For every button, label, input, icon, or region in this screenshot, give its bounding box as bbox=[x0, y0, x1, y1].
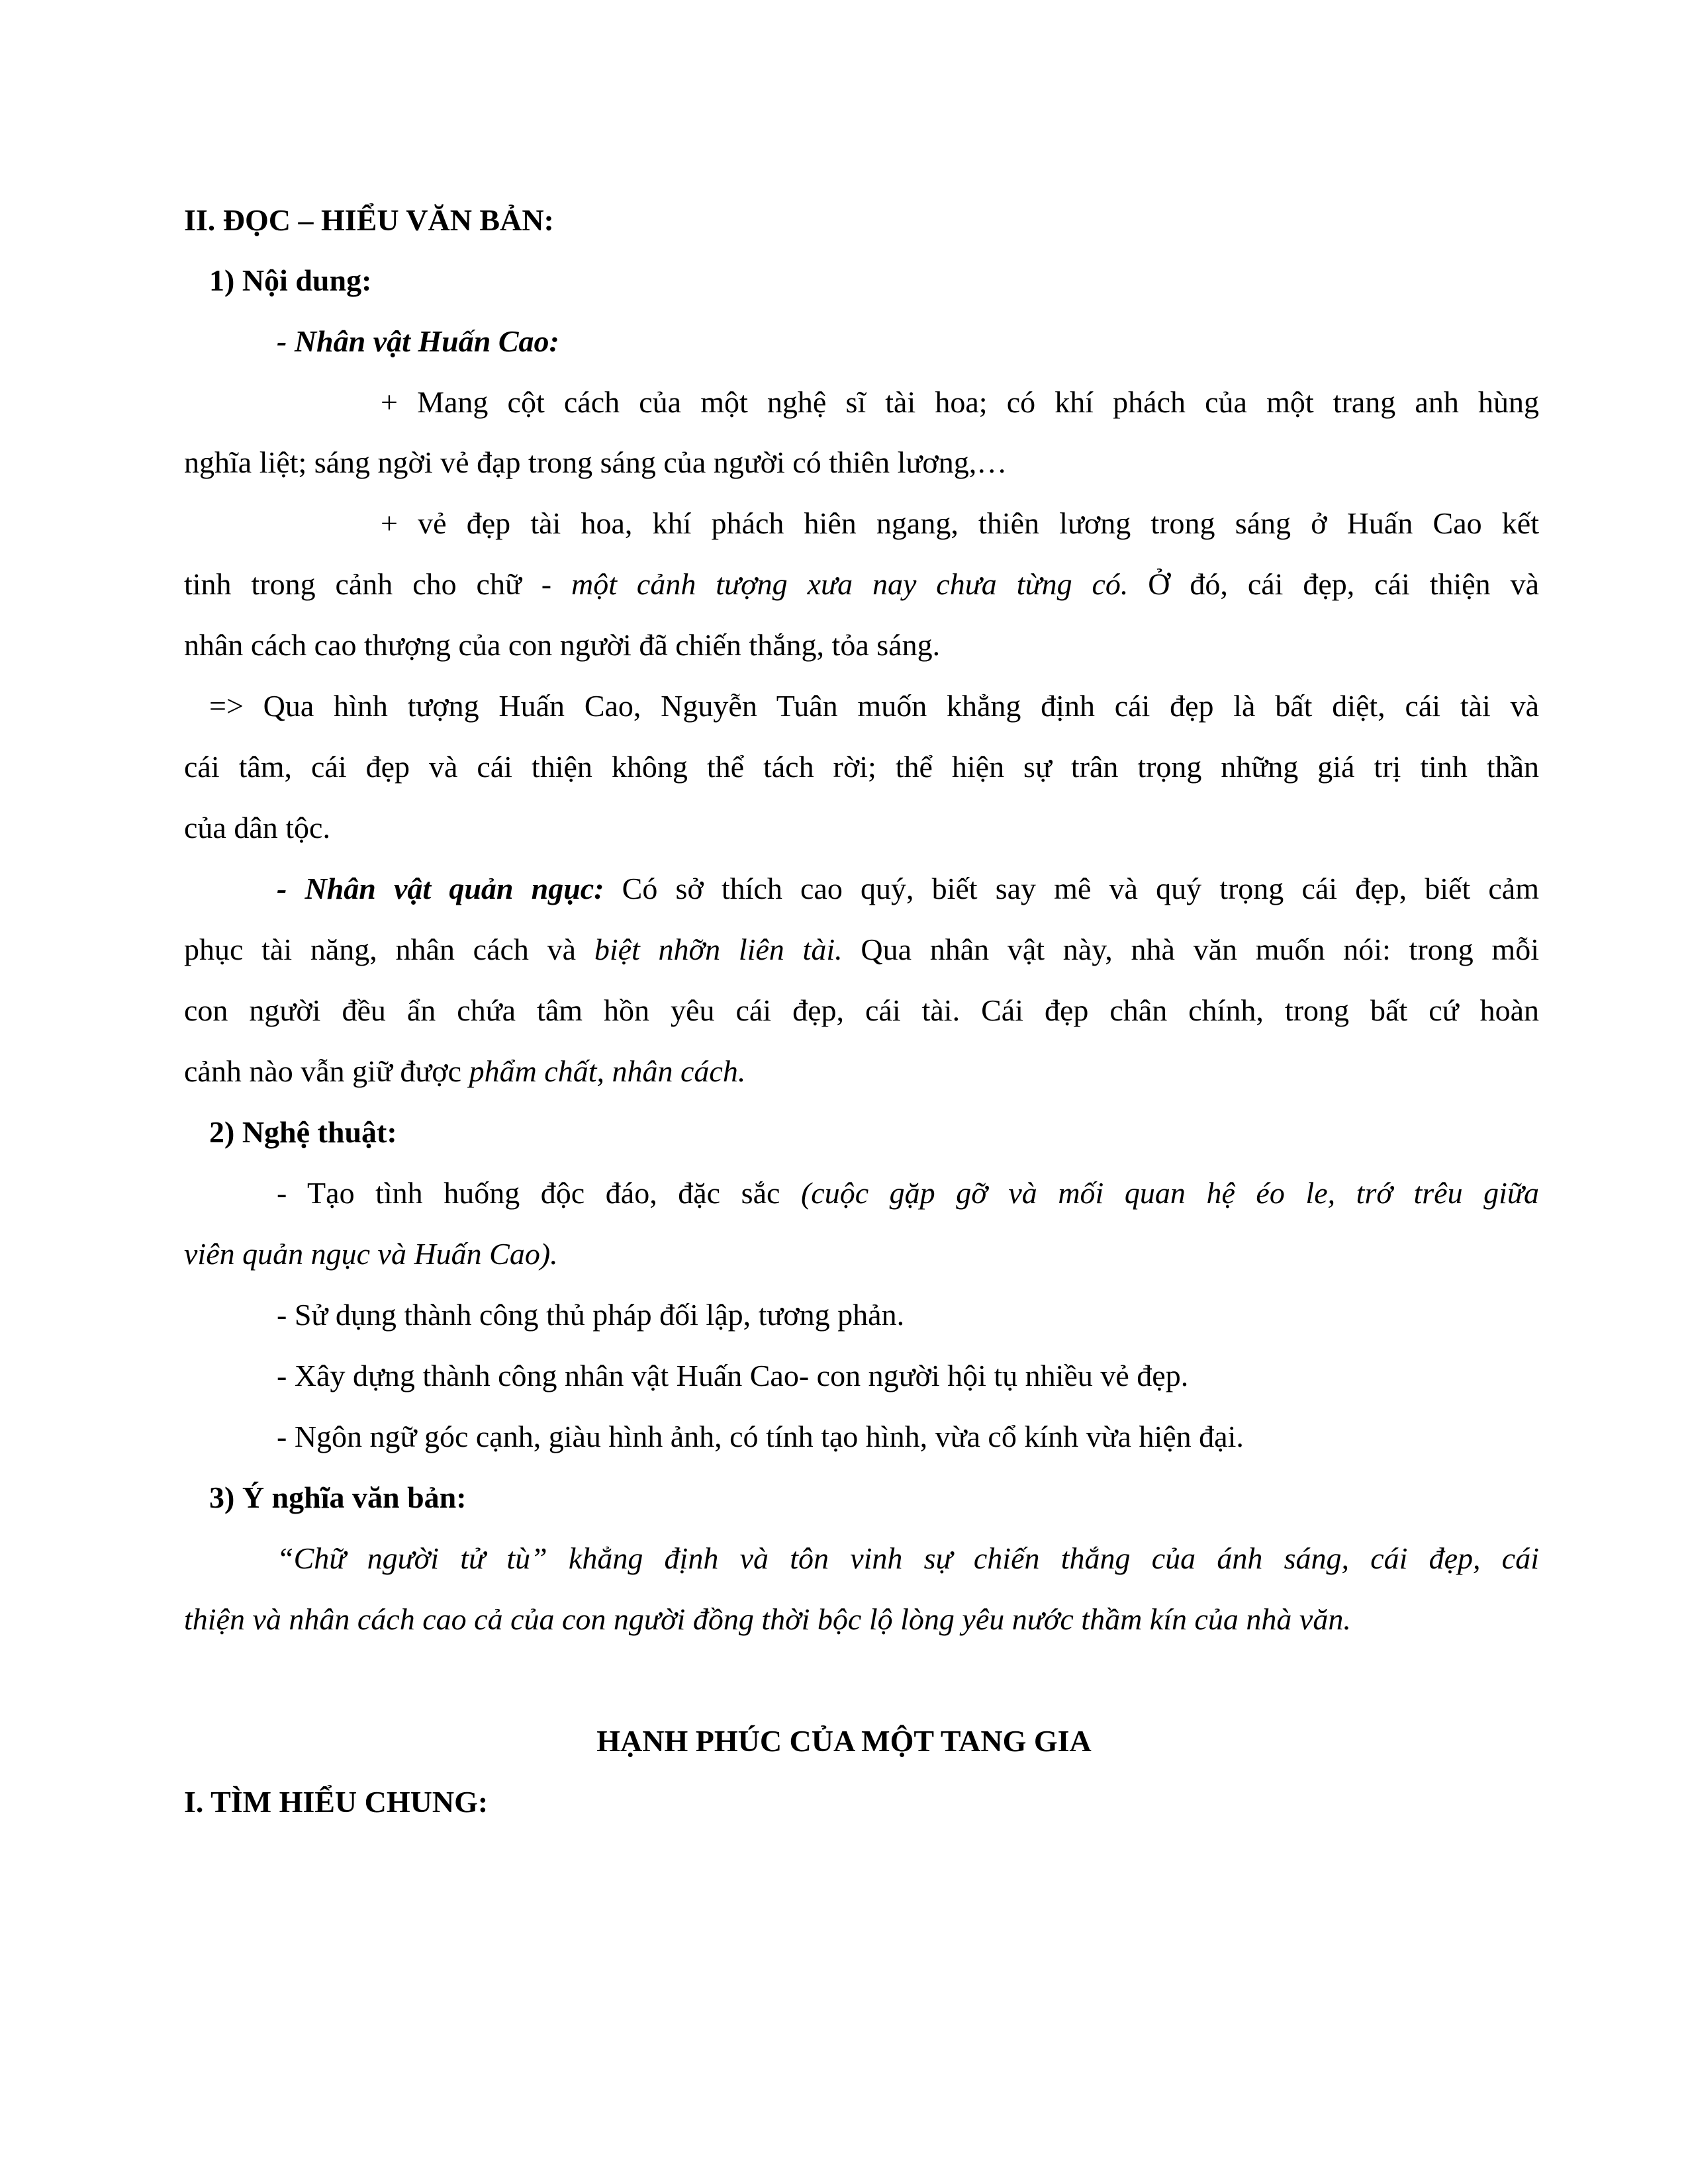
paragraph-line: + vẻ đẹp tài hoa, khí phách hiên ngang, thiên lương trong sáng ở Huấn Cao kết bbox=[381, 506, 1539, 540]
subheading-art: 2) Nghệ thuật: bbox=[209, 1115, 397, 1149]
list-item: - Xây dựng thành công nhân vật Huấn Cao- con người hội tụ nhiều vẻ đẹp. bbox=[277, 1359, 1189, 1392]
character-heading-warden: - Nhân vật quản ngục: bbox=[277, 872, 604, 905]
paragraph-line: => Qua hình tượng Huấn Cao, Nguyễn Tuân muốn khẳng định cái đẹp là bất diệt, cái tài và bbox=[209, 689, 1539, 723]
character-heading-huan-cao: - Nhân vật Huấn Cao: bbox=[277, 324, 559, 358]
list-item: - Ngôn ngữ góc cạnh, giàu hình ảnh, có tính tạo hình, vừa cổ kính vừa hiện đại. bbox=[277, 1420, 1244, 1453]
text-run: Có sở thích cao quý, biết say mê và quý trọng cái đẹp, biết cảm bbox=[604, 872, 1539, 905]
paragraph-line: nhân cách cao thượng của con người đã chiến thắng, tỏa sáng. bbox=[184, 628, 941, 662]
paragraph-line: “Chữ người tử tù” khẳng định và tôn vinh sự chiến thắng của ánh sáng, cái đẹp, cái bbox=[277, 1541, 1539, 1575]
subheading-content: 1) Nội dung: bbox=[209, 263, 372, 297]
italic-phrase: phẩm chất, nhân cách. bbox=[469, 1054, 746, 1088]
paragraph-line bbox=[277, 874, 1539, 904]
italic-phrase: (cuộc gặp gỡ và mối quan hệ éo le, trớ trêu giữa bbox=[800, 1176, 1539, 1210]
text-run: Ở đó, cái đẹp, cái thiện và bbox=[1128, 567, 1539, 601]
section-heading-reading: II. ĐỌC – HIỂU VĂN BẢN: bbox=[184, 203, 554, 237]
paragraph-line bbox=[184, 569, 1539, 600]
paragraph-line: thiện và nhân cách cao cả của con người đồng thời bộc lộ lòng yêu nước thầm kín của nhà văn. bbox=[184, 1602, 1351, 1636]
paragraph-line: con người đều ẩn chứa tâm hồn yêu cái đẹp, cái tài. Cái đẹp chân chính, trong bất cứ hoàn bbox=[184, 993, 1539, 1027]
text-run: Qua nhân vật này, nhà văn muốn nói: trong mỗi bbox=[842, 933, 1539, 966]
italic-phrase: biệt nhỡn liên tài. bbox=[594, 933, 843, 966]
paragraph-line: của dân tộc. bbox=[184, 811, 330, 844]
text-run: tinh trong cảnh cho chữ - bbox=[184, 567, 572, 601]
paragraph-line: cái tâm, cái đẹp và cái thiện không thể tách rời; thể hiện sự trân trọng những giá trị tinh thần bbox=[184, 750, 1539, 784]
text-run: cảnh nào vẫn giữ được bbox=[184, 1054, 469, 1088]
text-run: - Tạo tình huống độc đáo, đặc sắc bbox=[277, 1176, 801, 1210]
section-title-hanh-phuc: HẠNH PHÚC CỦA MỘT TANG GIA bbox=[596, 1724, 1092, 1758]
paragraph-line bbox=[184, 934, 1539, 965]
list-item-continuation: viên quản ngục và Huấn Cao). bbox=[184, 1237, 558, 1271]
paragraph-line: nghĩa liệt; sáng ngời vẻ đạp trong sáng của người có thiên lương,… bbox=[184, 445, 1008, 479]
list-item bbox=[277, 1178, 1539, 1208]
list-item: - Sử dụng thành công thủ pháp đối lập, tương phản. bbox=[277, 1298, 905, 1332]
paragraph-line bbox=[184, 1056, 745, 1087]
paragraph-line: + Mang cột cách của một nghệ sĩ tài hoa; có khí phách của một trang anh hùng bbox=[381, 385, 1539, 419]
section-heading-general: I. TÌM HIỂU CHUNG: bbox=[184, 1785, 489, 1819]
subheading-meaning: 3) Ý nghĩa văn bản: bbox=[209, 1480, 467, 1514]
text-run: phục tài năng, nhân cách và bbox=[184, 933, 594, 966]
italic-phrase: một cảnh tượng xưa nay chưa từng có. bbox=[571, 567, 1129, 601]
